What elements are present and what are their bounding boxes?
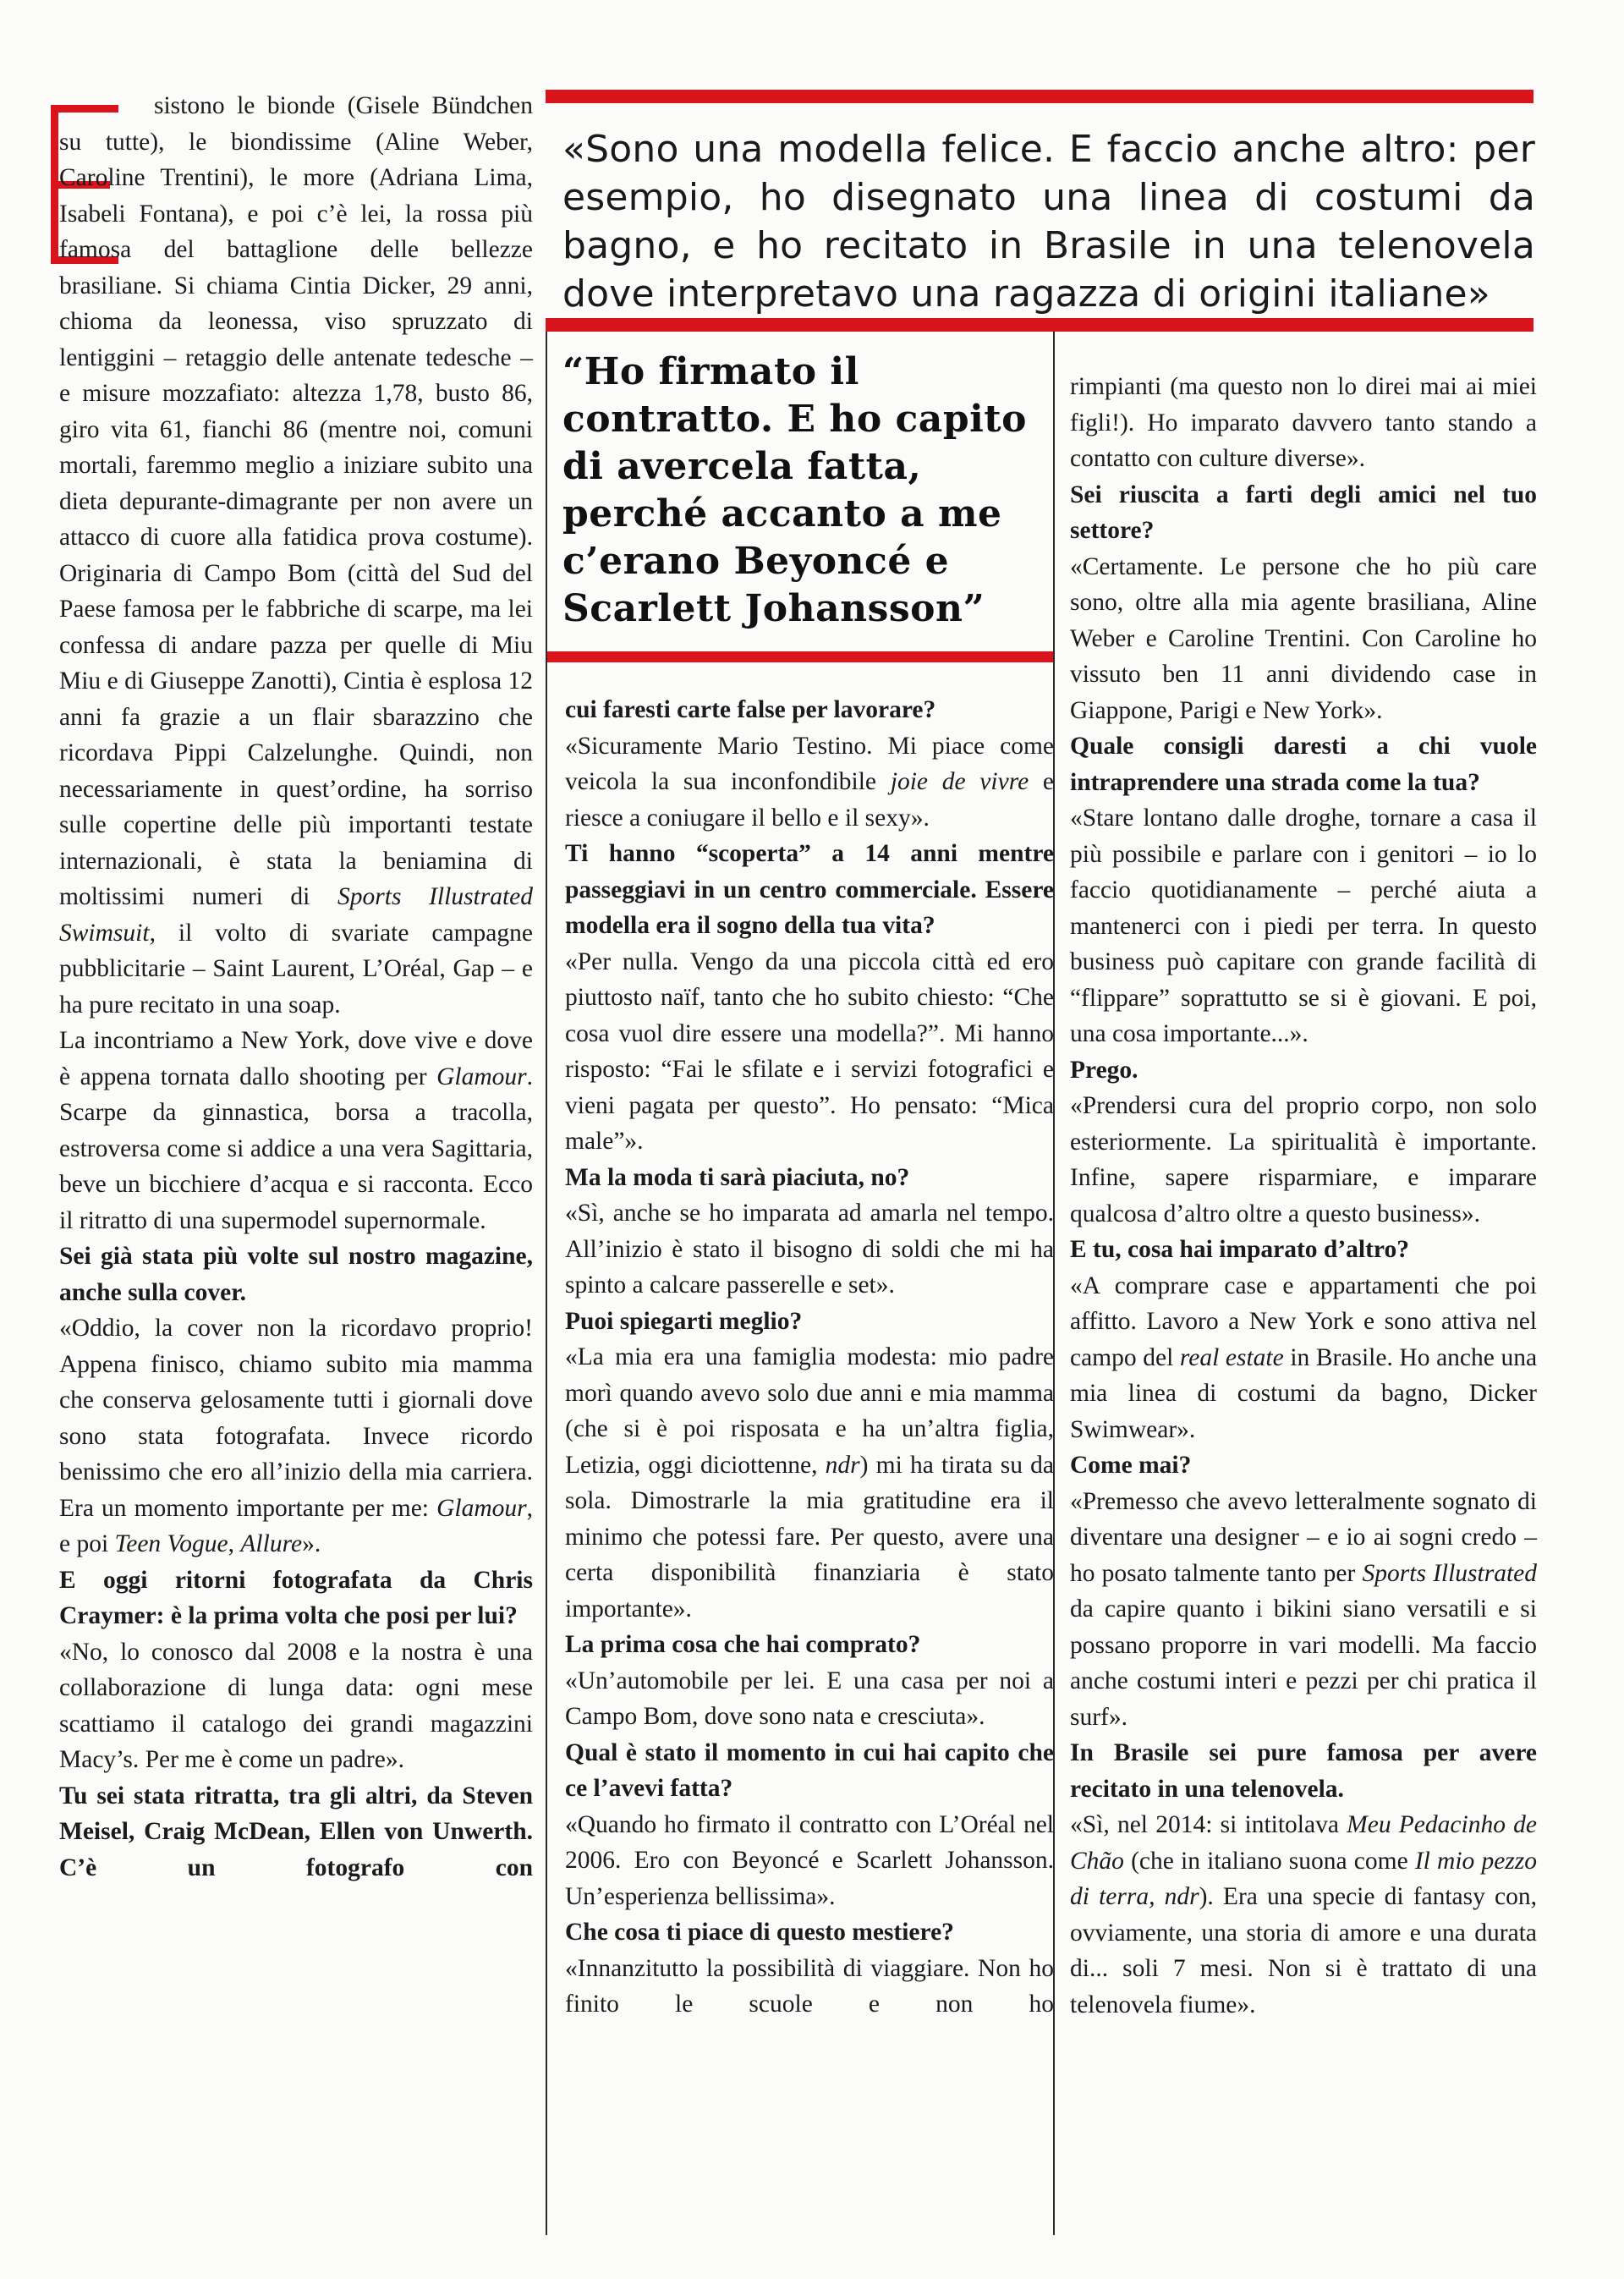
answer: «No, lo conosco dal 2008 e la nostra è una collaborazione di lunga data: ogni mese scattiamo il catalogo dei grandi magazzini Macy’s. Per me è come un padre». xyxy=(59,1638,533,1773)
intro-paragraph: sistono le bionde (Gisele Bündchen su tutte), le biondissime (Aline Weber, Caroline Trentini), le more (Adriana Lima, Isabeli Fontana), e poi c’è lei, la rossa più famosa del battaglione delle bellezze brasiliane. Si chiama Cintia Dicker, 29 anni, chioma da leonessa, viso spruzzato di lentiggini – retaggio delle antenate tedesche – e misure mozzafiato: altezza 1,78, busto 86, giro vita 61, fianchi 86 (mentre noi, comuni mortali, faremmo meglio a iniziare subito una dieta depurante-dimagrante per non avere un attacco di cuore alla fatidica prova costume). Originaria di Campo Bom (città del Sud del Paese famosa per le fabbriche di scarpe, ma lei confessa di andare pazza per quelle di Miu Miu e di Giuseppe Zanotti), Cintia è esplosa 12 anni fa grazie a un flair sbarazzino che ricordava Pippi Calzelunghe. Quindi, non necessariamente in quest’ordine, ha sorriso sulle copertine delle più importanti testate internazionali, è stata la beniamina di moltissimi numeri di Sports Illustrated Swimsuit, il volto di svariate campagne pubblicitarie – Saint Laurent, L’Oréal, Gap – e ha pure recitato in una soap. xyxy=(59,92,534,1019)
answer: «Un’automobile per lei. E una casa per noi a Campo Bom, dove sono nata e cresciuta». xyxy=(565,1667,1054,1730)
question: Tu sei stata ritratta, tra gli altri, da Steven Meisel, Craig McDean, Ellen von Unwerth. C’è un fotografo con xyxy=(59,1782,533,1881)
answer: «Quando ho firmato il contratto con L’Oréal nel 2006. Ero con Beyoncé e Scarlett Johansson. Un’esperienza bellissima». xyxy=(565,1810,1054,1910)
answer: «Sì, anche se ho imparata ad amarla nel tempo. All’inizio è stato il bisogno di soldi che mi ha spinto a calcare passerelle e set». xyxy=(565,1200,1054,1299)
paragraph: La incontriamo a New York, dove vive e dove è appena tornata dallo shooting per Glamour. Scarpe da ginnastica, borsa a tracolla, estroversa come si addice a una vera Sagittaria, beve un bicchiere d’acqua e si racconta. Ecco il ritratto di una supermodel supernormale. xyxy=(59,1027,533,1234)
answer: «Sì, nel 2014: si intitolava Meu Pedacinho de Chão (che in italiano suona come Il mio pezzo di terra, ndr). Era una specie di fantasy con, ovviamente, una storia di amore e una durata di... soli 7 mesi. Non si è trattato di una telenovela fiume». xyxy=(1070,1811,1538,2018)
column-divider-left xyxy=(546,332,547,2235)
question: Che cosa ti piace di questo mestiere? xyxy=(565,1919,954,1946)
article-column-2 xyxy=(565,692,1054,2023)
question: Sei già stata più volte sul nostro magazine, anche sulla cover. xyxy=(59,1243,533,1306)
answer-continued: rimpianti (ma questo non lo direi mai ai miei figli!). Ho imparato davvero tanto stando a contatto con culture diverse». xyxy=(1070,373,1537,472)
question: La prima cosa che hai comprato? xyxy=(565,1631,921,1658)
question: Come mai? xyxy=(1070,1452,1192,1479)
quote-bottom-red-rule xyxy=(547,651,1053,662)
top-red-rule xyxy=(546,90,1533,103)
answer: «La mia era una famiglia modesta: mio padre morì quando avevo solo due anni e mia mamma (che si è poi risposata e ha un’altra figlia, Letizia, oggi diciottenne, ndr) mi ha tirata su da sola. Dimostrarle la mia gratitudine era il minimo che potessi fare. Per questo, avere una certa disponibilità finanziaria è stato importante». xyxy=(565,1343,1054,1623)
answer: «Certamente. Le persone che ho più care sono, oltre alla mia agente brasiliana, Aline Weber e Caroline Trentini. Con Caroline ho vissuto ben 11 anni dividendo case in Giappone, Parigi e New York». xyxy=(1070,552,1537,724)
question: Quale consigli daresti a chi vuole intraprendere una strada come la tua? xyxy=(1070,733,1537,796)
question: Sei riuscita a farti degli amici nel tuo settore? xyxy=(1070,481,1537,544)
answer: «Premesso che avevo letteralmente sognato di diventare una designer – e io ai sogni credo – ho posato talmente tanto per Sports Illustrated da capire quanto i bikini siano versatili e si possano proporre in vari modelli. Ma faccio anche costumi interi e pezzi per chi pratica il surf». xyxy=(1070,1487,1537,1731)
answer: «Prendersi cura del proprio corpo, non solo esteriormente. La spiritualità è importante. Infine, sapere risparmiare, e imparare qualcosa d’altro oltre a questo business». xyxy=(1070,1092,1537,1227)
question: Puoi spiegarti meglio? xyxy=(565,1307,803,1335)
answer: «Oddio, la cover non la ricordavo proprio! Appena finisco, chiamo subito mia mamma che conserva gelosamente tutti i giornali dove sono stata fotografata. Invece ricordo benissimo che ero all’inizio della mia carriera. Era un momento importante per me: Glamour, e poi Teen Vogue, Allure». xyxy=(59,1315,533,1557)
middle-red-rule xyxy=(546,318,1533,332)
answer: «A comprare case e appartamenti che poi affitto. Lavoro a New York e sono attiva nel campo del real estate in Brasile. Ho anche una mia linea di costumi da bagno, Dicker Swimwear». xyxy=(1070,1271,1538,1443)
question: Ti hanno “scoperta” a 14 anni mentre passeggiavi in un centro commerciale. Essere modella era il sogno della tua vita? xyxy=(565,840,1054,939)
question: Prego. xyxy=(1070,1056,1138,1084)
article-column-3 xyxy=(1070,369,1537,2023)
question: In Brasile sei pure famosa per avere recitato in una telenovela. xyxy=(1070,1739,1537,1803)
pull-quote-side: “Ho firmato il contratto. E ho capito di avercela fatta, perché accanto a me c’erano Beyoncé e Scarlett Johansson” xyxy=(562,350,1027,630)
question-continued: cui faresti carte false per lavorare? xyxy=(565,696,936,723)
question: Ma la moda ti sarà piaciuta, no? xyxy=(565,1163,910,1191)
pull-quote-top: «Sono una modella felice. E faccio anche altro: per esempio, ho disegnato una linea di costumi da bagno, e ho recitato in Brasile in una telenovela dove interpretavo una ragazza di origini italiane» xyxy=(562,128,1535,316)
article-column-1 xyxy=(59,88,533,1886)
answer: «Sicuramente Mario Testino. Mi piace come veicola la sua inconfondibile joie de vivre e riesce a coniugare il bello e il sexy». xyxy=(565,732,1054,832)
question: Qual è stato il momento in cui hai capito che ce l’avevi fatta? xyxy=(565,1738,1054,1802)
answer: «Per nulla. Vengo da una piccola città ed ero piuttosto naïf, tanto che ho subito chiesto: “Che cosa vuol dire essere una modella?”. Mi hanno risposto: “Fai le sfilate e i servizi fotografici e vieni pagata per questo”. Ho pensato: “Mica male”». xyxy=(565,947,1054,1155)
question: E oggi ritorni fotografata da Chris Craymer: è la prima volta che posi per lui? xyxy=(59,1566,533,1629)
answer: «Stare lontano dalle droghe, tornare a casa il più possibile e parlare con i genitori – io lo faccio quotidianamente – perché aiuta a mantenerci con i piedi per terra. In questo business può capitare con grande facilità di “flippare” soprattutto se si è giovani. E poi, una cosa importante...». xyxy=(1070,805,1537,1047)
question: E tu, cosa hai imparato d’altro? xyxy=(1070,1236,1409,1263)
answer: «Innanzitutto la possibilità di viaggiare. Non ho finito le scuole e non ho xyxy=(565,1954,1054,2018)
